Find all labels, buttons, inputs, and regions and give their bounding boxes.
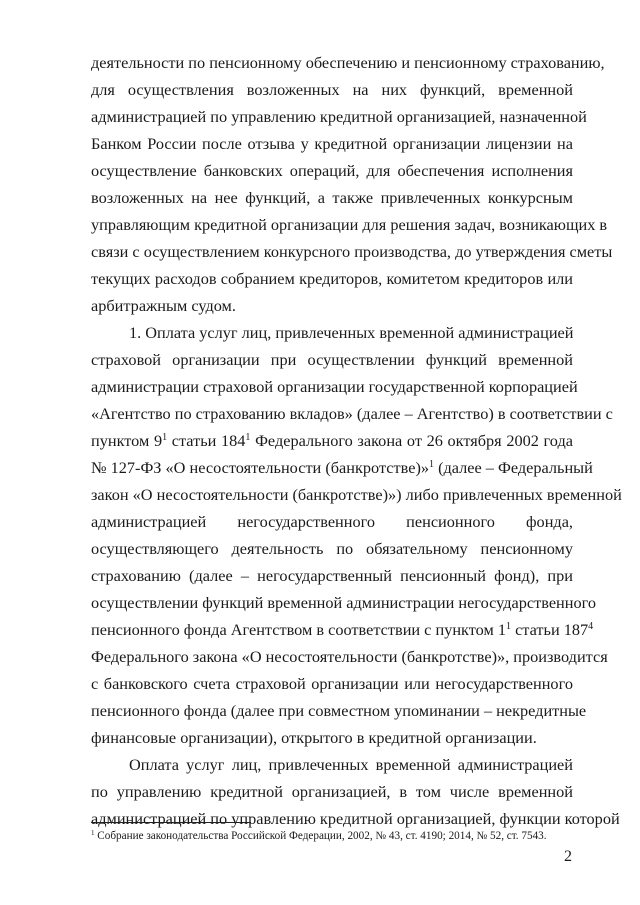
text-segment: статьи 187: [511, 620, 589, 639]
text-line: «Агентство по страхованию вкладов» (далее – Агентство) в соответствии с: [91, 404, 613, 423]
text-line: Банком России после отзыва у кредитной организации лицензии на: [91, 134, 573, 153]
text-line: связи с осуществлением конкурсного производства, до утверждения сметы: [91, 242, 613, 261]
footnote: [91, 829, 573, 843]
footnote-mark: 1: [91, 829, 95, 837]
text-line: страхованию (далее – негосударственный пенсионный фонд), при: [91, 566, 573, 585]
text-line: администрацией по управлению кредитной организацией, функции которой: [91, 809, 620, 828]
text-line: управляющим кредитной организации для решения задач, возникающих в: [91, 215, 608, 234]
text-line: текущих расходов собранием кредиторов, комитетом кредиторов или: [91, 269, 573, 288]
text-line: деятельности по пенсионному обеспечению и пенсионному страхованию,: [91, 53, 605, 72]
text-line: Оплата услуг лиц, привлеченных временной администрацией: [129, 755, 573, 774]
text-segment: статьи 184: [167, 431, 246, 450]
text-segment: (далее – Федеральный: [434, 458, 593, 477]
text-line: страховой организации при осуществлении функций временной: [91, 350, 573, 369]
text-line: [91, 458, 593, 478]
text-segment: № 127-ФЗ «О несостоятельности (банкротстве)»: [91, 458, 430, 477]
text-line: осуществление банковских операций, для обеспечения исполнения: [91, 161, 573, 180]
text-line: закон «О несостоятельности (банкротстве)») либо привлеченных временной: [91, 485, 622, 504]
text-line: возложенных на нее функций, а также привлеченных конкурсным: [91, 188, 573, 207]
superscript: 1: [245, 432, 251, 443]
text-line: Федерального закона «О несостоятельности (банкротстве)», производится: [91, 647, 608, 666]
page-number: 2: [564, 848, 572, 865]
superscript: 4: [588, 621, 594, 632]
text-line: [91, 620, 594, 640]
text-line: по управлению кредитной организацией, в том числе временной: [91, 782, 573, 801]
superscript: 1: [429, 459, 435, 470]
superscript: 1: [162, 432, 168, 443]
text-line: финансовые организации), открытого в кредитной организации.: [91, 728, 537, 747]
text-line: осуществлении функций временной администрации негосударственного: [91, 593, 597, 612]
text-segment: пунктом 9: [91, 431, 163, 450]
text-line: 1. Оплата услуг лиц, привлеченных временной администрацией: [129, 323, 574, 342]
text-line: администрации страховой организации государственной корпорацией: [91, 377, 578, 396]
text-line: пенсионного фонда (далее при совместном упоминании – некредитные: [91, 701, 587, 720]
text-line: осуществляющего деятельность по обязательному пенсионному: [91, 539, 573, 558]
footnote-rule: [91, 822, 251, 823]
text-line: администрацией по управлению кредитной организацией, назначенной: [91, 107, 587, 126]
text-line: [91, 431, 573, 451]
text-segment: Федерального закона от 26 октября 2002 года: [250, 431, 573, 450]
superscript: 1: [506, 621, 511, 632]
text-line: арбитражным судом.: [91, 296, 236, 315]
text-line: администрацией негосударственного пенсионного фонда,: [91, 512, 573, 531]
text-segment: пенсионного фонда Агентством в соответствии с пунктом 1: [91, 620, 506, 639]
text-line: для осуществления возложенных на них функций, временной: [91, 80, 573, 99]
footnote-text: Собрание законодательства Российской Федерации, 2002, № 43, ст. 4190; 2014, № 52, ст. 7543.: [94, 830, 547, 842]
text-line: с банковского счета страховой организации или негосударственного: [91, 674, 573, 693]
